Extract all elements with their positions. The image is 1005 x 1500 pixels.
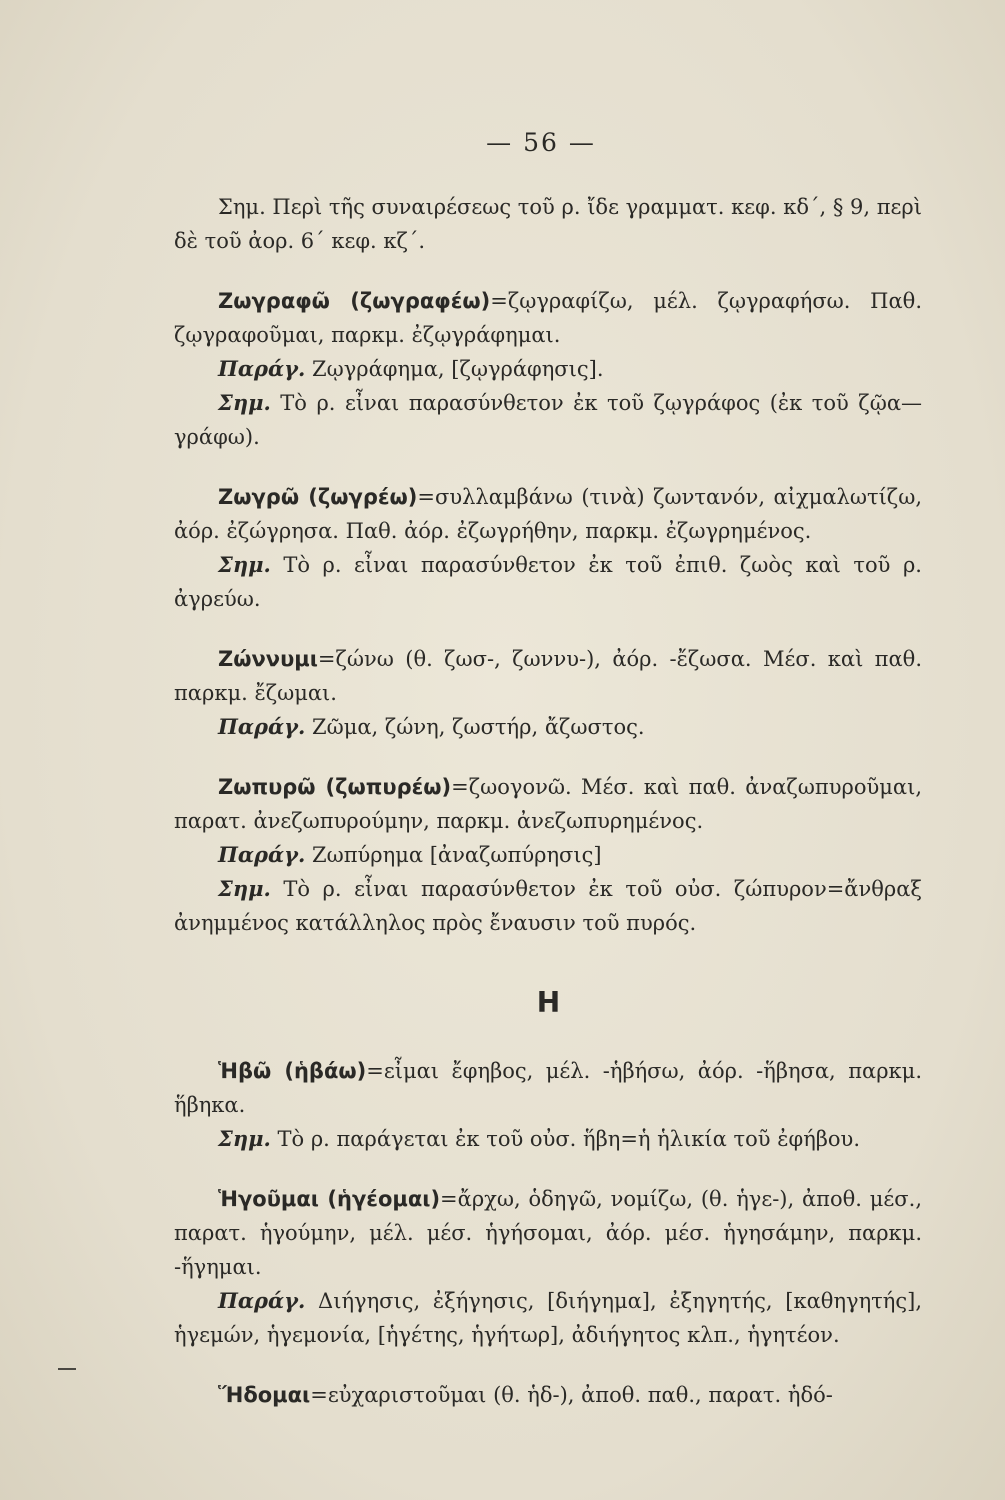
- headword: Ἡβῶ (ἡβάω): [218, 1059, 367, 1083]
- derivatives: [174, 710, 922, 744]
- headword: Ἥδομαι: [218, 1383, 311, 1407]
- entry-main: [174, 284, 922, 352]
- note: [174, 548, 922, 616]
- derivatives-text: Ζῳγράφημα, [ζῳγράφησις].: [305, 357, 604, 381]
- definition: =ζωογονῶ. Μέσ. καὶ παθ. ἀναζωπυροῦμαι, παρατ. ἀνεζωπυρούμην, παρκμ. ἀνεζωπυρημένος.: [174, 775, 922, 833]
- definition: =ἄρχω, ὁδηγῶ, νομίζω, (θ. ἡγε-), ἀποθ. μέσ., παρατ. ἡγούμην, μέλ. μέσ. ἡγήσομαι, ἀόρ. μέσ. ἡγησάμην, παρκμ. -ἥγημαι.: [174, 1187, 922, 1279]
- derivatives-label: Παράγ.: [218, 714, 306, 739]
- definition: =εἶμαι ἔφηβος, μέλ. -ἡβήσω, ἀόρ. -ἥβησα, παρκμ. ἥβηκα.: [174, 1059, 922, 1117]
- entry-main: [174, 1182, 922, 1284]
- note: [174, 1122, 922, 1156]
- note-paragraph: [174, 190, 922, 258]
- note-text: Τὸ ρ. παράγεται ἐκ τοῦ οὐσ. ἥβη=ἡ ἡλικία τοῦ ἐφήβου.: [270, 1127, 861, 1151]
- headword: Ζωπυρῶ (ζωπυρέω): [218, 775, 452, 799]
- entry-main: [174, 770, 922, 838]
- entry-zogro: [174, 480, 922, 616]
- entry-main: [174, 1378, 922, 1412]
- definition: =συλλαμβάνω (τινὰ) ζωντανόν, αἰχμαλωτίζω, ἀόρ. ἐζώγρησα. Παθ. ἀόρ. ἐζωγρήθην, παρκμ. ἐζωγρημένος.: [174, 485, 922, 543]
- entry-zografo: [174, 284, 922, 454]
- headword: Ζωγρῶ (ζωγρέω): [218, 485, 418, 509]
- note-label: Σημ.: [218, 390, 271, 415]
- definition: =ζώνω (θ. ζωσ-, ζωννυ-), ἀόρ. -ἔζωσα. Μέσ. καὶ παθ. παρκμ. ἔζωμαι.: [174, 647, 922, 705]
- derivatives: [174, 1284, 922, 1352]
- note-text: Τὸ ρ. εἶναι παρασύνθετον ἐκ τοῦ οὐσ. ζώπυρον=ἄνθραξ ἀνημμένος κατάλληλος πρὸς ἔναυσιν τοῦ πυρός.: [174, 877, 922, 935]
- derivatives-text: Ζωπύρημα [ἀναζωπύρησις]: [305, 843, 602, 867]
- page-number: — 56 —: [486, 128, 596, 157]
- derivatives-text: Διήγησις, ἐξήγησις, [διήγημα], ἐξηγητής, [καθηγητής], ἡγεμών, ἡγεμονία, [ἡγέτης, ἡγήτωρ], ἀδιήγητος κλπ., ἡγητέον.: [174, 1289, 922, 1347]
- entry-main: [174, 642, 922, 710]
- entry-zonnymi: [174, 642, 922, 744]
- note: [174, 872, 922, 940]
- note-text: Σημ. Περὶ τῆς συναιρέσεως τοῦ ρ. ἴδε γραμματ. κεφ. κδ΄, § 9, περὶ δὲ τοῦ ἀορ. 6΄ κεφ. κζ΄.: [174, 195, 922, 253]
- derivatives-label: Παράγ.: [218, 842, 306, 867]
- derivatives: [174, 352, 922, 386]
- headword: Ἡγοῦμαι (ἡγέομαι): [218, 1187, 441, 1211]
- note-label: Σημ.: [218, 1126, 271, 1151]
- definition: =ζῳγραφίζω, μέλ. ζῳγραφήσω. Παθ. ζῳγραφοῦμαι, παρκμ. ἐζῳγράφημαι.: [174, 289, 922, 347]
- entry-ivo: [174, 1054, 922, 1156]
- entry-zopyro: [174, 770, 922, 940]
- entry-idomai: [174, 1378, 922, 1412]
- derivatives-label: Παράγ.: [218, 356, 306, 381]
- dictionary-content: [174, 190, 922, 1412]
- note-text: Τὸ ρ. εἶναι παρασύνθετον ἐκ τοῦ ζῳγράφος (ἐκ τοῦ ζῷα—γράφω).: [174, 391, 922, 449]
- section-letter: Η: [536, 986, 560, 1019]
- derivatives-text: Ζῶμα, ζώνη, ζωστήρ, ἄζωστος.: [305, 715, 645, 739]
- entry-main: [174, 1054, 922, 1122]
- note-label: Σημ.: [218, 552, 271, 577]
- note: [174, 386, 922, 454]
- definition: =εὐχαριστοῦμαι (θ. ἡδ-), ἀποθ. παθ., παρατ. ἡδό-: [310, 1383, 833, 1407]
- derivatives-label: Παράγ.: [218, 1288, 306, 1313]
- headword: Ζωγραφῶ (ζωγραφέω): [218, 289, 491, 313]
- entry-main: [174, 480, 922, 548]
- margin-dash: [58, 1368, 76, 1370]
- note-label: Σημ.: [218, 876, 271, 901]
- derivatives: [174, 838, 922, 872]
- headword: Ζώννυμι: [218, 647, 318, 671]
- entry-igoumai: [174, 1182, 922, 1352]
- note-text: Τὸ ρ. εἶναι παρασύνθετον ἐκ τοῦ ἐπιθ. ζωὸς καὶ τοῦ ρ. ἀγρεύω.: [174, 553, 922, 611]
